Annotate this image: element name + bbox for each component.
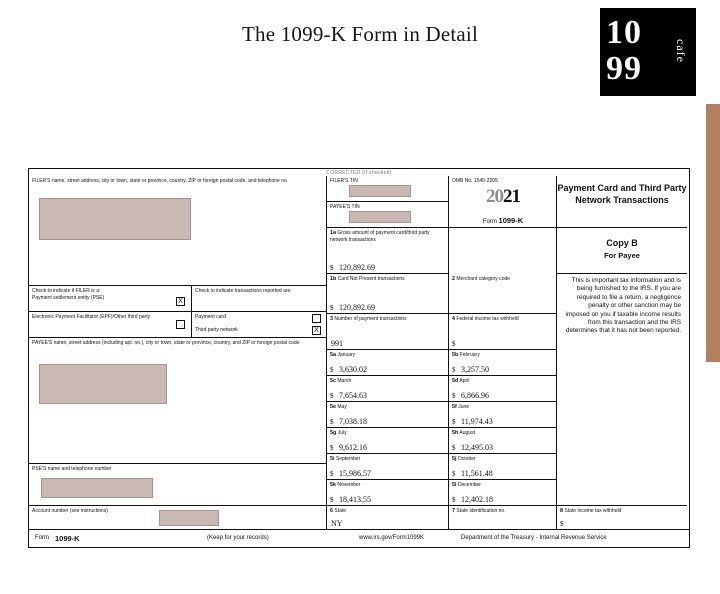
filer-type-label: Check to indicate if FILER is a: (32, 288, 101, 294)
box-5d-label: April (459, 378, 470, 384)
box-5h-value: 12,495.03 (461, 443, 493, 452)
box-7 (449, 506, 557, 529)
box-1a-dollar-sign: $ (330, 264, 334, 272)
box-5c (327, 376, 449, 402)
box-5a-label: January (337, 352, 356, 358)
box-5e-value: 7,038.18 (339, 417, 367, 426)
box-5a-number: 5a (330, 352, 336, 358)
filer-tin-redaction (349, 185, 411, 197)
filer-tin-block (327, 176, 449, 202)
transactions-type-check-block (192, 286, 327, 312)
notice-block (557, 274, 687, 506)
logo-1099-cafe (600, 8, 696, 96)
omb-number: OMB No. 1545-2205 (452, 178, 498, 184)
box-5h-label: August (459, 430, 475, 436)
form-title: Payment Card and Third Party Network Transactions (557, 183, 687, 205)
box-4-label: Federal income tax withheld (456, 316, 519, 322)
box-5g-value: 9,612.16 (339, 443, 367, 452)
payee-name-address-block (29, 338, 327, 464)
box-7-label: State identification no. (456, 508, 506, 514)
form-1099k (28, 168, 690, 548)
box-5k-number: 5k (330, 482, 336, 488)
form-number: 1099-K (498, 216, 524, 225)
box-5l-label: December (457, 482, 481, 488)
box-5d-value: 6,866.96 (461, 391, 489, 400)
transactions-reported-label: Check to indicate transactions reported are: (195, 288, 292, 294)
payee-tin-label: PAYEE'S TIN (330, 204, 360, 210)
third-party-network-label: Third party network (195, 327, 238, 333)
box-5c-label: March (337, 378, 352, 384)
payee-tin-redaction (349, 211, 411, 223)
third-party-network-checkbox[interactable]: X (312, 326, 321, 335)
box-1b-label: Card Not Present transactions (337, 276, 405, 282)
tax-year (449, 186, 557, 208)
box-5e-dollar-sign: $ (330, 418, 334, 426)
epf-check-block (29, 312, 192, 338)
box-5e (327, 402, 449, 428)
box-2 (449, 274, 557, 314)
box-5a-dollar-sign: $ (330, 366, 334, 374)
form-word: Form (482, 219, 497, 225)
box-1a-label: Gross amount of payment card/third party network transactions (330, 230, 430, 243)
box-5b-value: 3,257.50 (461, 365, 489, 374)
pse-name-phone-block (29, 464, 327, 506)
footer-keep-note: (Keep for your records) (207, 535, 269, 541)
box-1b-number: 1b (330, 276, 337, 282)
box-8 (557, 506, 687, 529)
footer-form-word: Form (35, 535, 49, 541)
box-5g-number: 5g (330, 430, 337, 436)
box-1a (327, 228, 449, 274)
logo-side-word: cafe (674, 39, 688, 63)
corrected-note: CORRECTED (if checked) (326, 170, 392, 176)
payment-card-row (192, 312, 327, 325)
box-5c-number: 5c (330, 378, 336, 384)
omb-year-block (449, 176, 557, 228)
box-5c-value: 7,654.63 (339, 391, 367, 400)
box-5b (449, 350, 557, 376)
box-5l-value: 12,402.18 (461, 495, 493, 504)
form-middle-column (327, 176, 557, 529)
filer-type-check-block (29, 286, 192, 312)
box-1a-spacer (449, 228, 557, 274)
form-right-column (557, 176, 687, 529)
box-5k-value: 18,413.55 (339, 495, 371, 504)
box-5h-dollar-sign: $ (452, 444, 456, 452)
notice-text: This is important tax information and is being furnished to the IRS. If you are required to file a return, a negligence penalty or other sanction may be imposed on you if taxable income results from this transaction and the IRS determines that it has not been reported. (565, 277, 681, 335)
epf-label: Electronic Payment Facilitator (EPF)/Other third party (32, 314, 151, 320)
box-6-label: State (334, 508, 347, 514)
pse-name-redaction (41, 478, 153, 498)
box-5d (449, 376, 557, 402)
pse-checkbox[interactable]: X (176, 297, 185, 306)
box-5b-dollar-sign: $ (452, 366, 456, 374)
box-5f-label: June (458, 404, 470, 410)
box-1b-dollar-sign: $ (330, 304, 334, 312)
payment-card-label: Payment card (195, 314, 226, 320)
box-5k (327, 480, 449, 506)
page-title: The 1099-K Form in Detail (242, 22, 478, 46)
box-1a-value: 120,892.69 (339, 263, 375, 272)
box-5h-number: 5h (452, 430, 459, 436)
box-8-label: State income tax withheld (564, 508, 622, 514)
box-5f-value: 11,974.43 (461, 417, 493, 426)
box-5c-dollar-sign: $ (330, 392, 334, 400)
box-5j (449, 454, 557, 480)
box-5l-number: 5l (452, 482, 457, 488)
box-5f-number: 5f (452, 404, 457, 410)
box-3-label: Number of payment transactions (334, 316, 407, 322)
box-5l-dollar-sign: $ (452, 496, 456, 504)
box-3 (327, 314, 449, 350)
form-footer (29, 529, 689, 547)
epf-checkbox[interactable] (176, 320, 185, 329)
box-5i-number: 5i (330, 456, 335, 462)
payee-address-redaction (39, 364, 167, 404)
box-5i-dollar-sign: $ (330, 470, 334, 478)
box-8-number: 8 (560, 508, 563, 514)
box-5d-number: 5d (452, 378, 459, 384)
box-5f (449, 402, 557, 428)
box-4-dollar-sign: $ (452, 340, 456, 348)
box-3-value: 991 (331, 339, 343, 348)
box-5e-number: 5e (330, 404, 336, 410)
footer-department: Department of the Treasury - Internal Revenue Service (461, 535, 607, 541)
logo-digits-top: 10 (606, 14, 642, 51)
box-4 (449, 314, 557, 350)
box-2-label: Merchant category code (456, 276, 511, 282)
filer-name-address-block (29, 176, 327, 286)
box-8-dollar-sign: $ (560, 520, 564, 528)
box-5f-dollar-sign: $ (452, 418, 456, 426)
box-6 (327, 506, 449, 529)
box-5a-value: 3,630.02 (339, 365, 367, 374)
box-5g-dollar-sign: $ (330, 444, 334, 452)
filer-name-address-label: FILER'S name, street address, city or town, state or province, country, ZIP or foreign postal code, and telephone no. (32, 178, 289, 184)
tax-year-prefix: 20 (486, 186, 503, 207)
box-5g (327, 428, 449, 454)
box-5e-label: May (337, 404, 347, 410)
box-1b-value: 120,892.69 (339, 303, 375, 312)
box-1a-number: 1a (330, 230, 336, 236)
box-5l (449, 480, 557, 506)
box-5a (327, 350, 449, 376)
box-6-number: 6 (330, 508, 333, 514)
box-5k-label: November (337, 482, 361, 488)
box-5k-dollar-sign: $ (330, 496, 334, 504)
decorative-side-bar (706, 104, 720, 362)
filer-tin-label: FILER'S TIN (330, 178, 358, 184)
box-6-value: NY (331, 519, 343, 528)
form-title-block (557, 176, 687, 228)
box-5b-number: 5b (452, 352, 459, 358)
box-5j-number: 5j (452, 456, 457, 462)
account-number-block (29, 506, 327, 529)
box-4-number: 4 (452, 316, 455, 322)
box-5i-label: September (335, 456, 361, 462)
filer-address-redaction (39, 198, 191, 240)
third-party-network-row (192, 325, 327, 338)
pse-name-phone-label: PSE'S name and telephone number (32, 466, 112, 472)
box-1b (327, 274, 449, 314)
box-5b-label: February (459, 352, 480, 358)
box-3-number: 3 (330, 316, 333, 322)
box-5j-label: October (457, 456, 476, 462)
payee-tin-block (327, 202, 449, 228)
box-5g-label: July (337, 430, 347, 436)
logo-digits-bottom: 99 (606, 50, 642, 87)
box-5i-value: 15,986.57 (339, 469, 371, 478)
payee-name-address-label: PAYEE'S name, street address (including apt. no.), city or town, state or province, country, and ZIP or foreign postal code (32, 340, 300, 346)
logo-digits (606, 15, 642, 87)
box-5d-dollar-sign: $ (452, 392, 456, 400)
box-5j-value: 11,561.48 (461, 469, 493, 478)
form-left-column (29, 176, 327, 529)
footer-url[interactable]: www.irs.gov/Form1099K (359, 535, 425, 541)
copy-b-label: Copy B (606, 238, 638, 248)
box-5j-dollar-sign: $ (452, 470, 456, 478)
for-payee-label: For Payee (604, 251, 640, 260)
account-number-redaction (159, 510, 219, 526)
pse-label: Payment settlement entity (PSE) (32, 294, 105, 301)
account-number-label: Account number (see instructions) (32, 508, 108, 514)
box-5h (449, 428, 557, 454)
box-5i (327, 454, 449, 480)
payment-card-checkbox[interactable] (312, 314, 321, 323)
box-2-number: 2 (452, 276, 455, 282)
footer-form-number: 1099-K (55, 534, 80, 543)
tax-year-suffix: 21 (503, 186, 520, 207)
copy-b-block (557, 228, 687, 274)
box-7-number: 7 (452, 508, 455, 514)
form-number-line (449, 216, 557, 225)
